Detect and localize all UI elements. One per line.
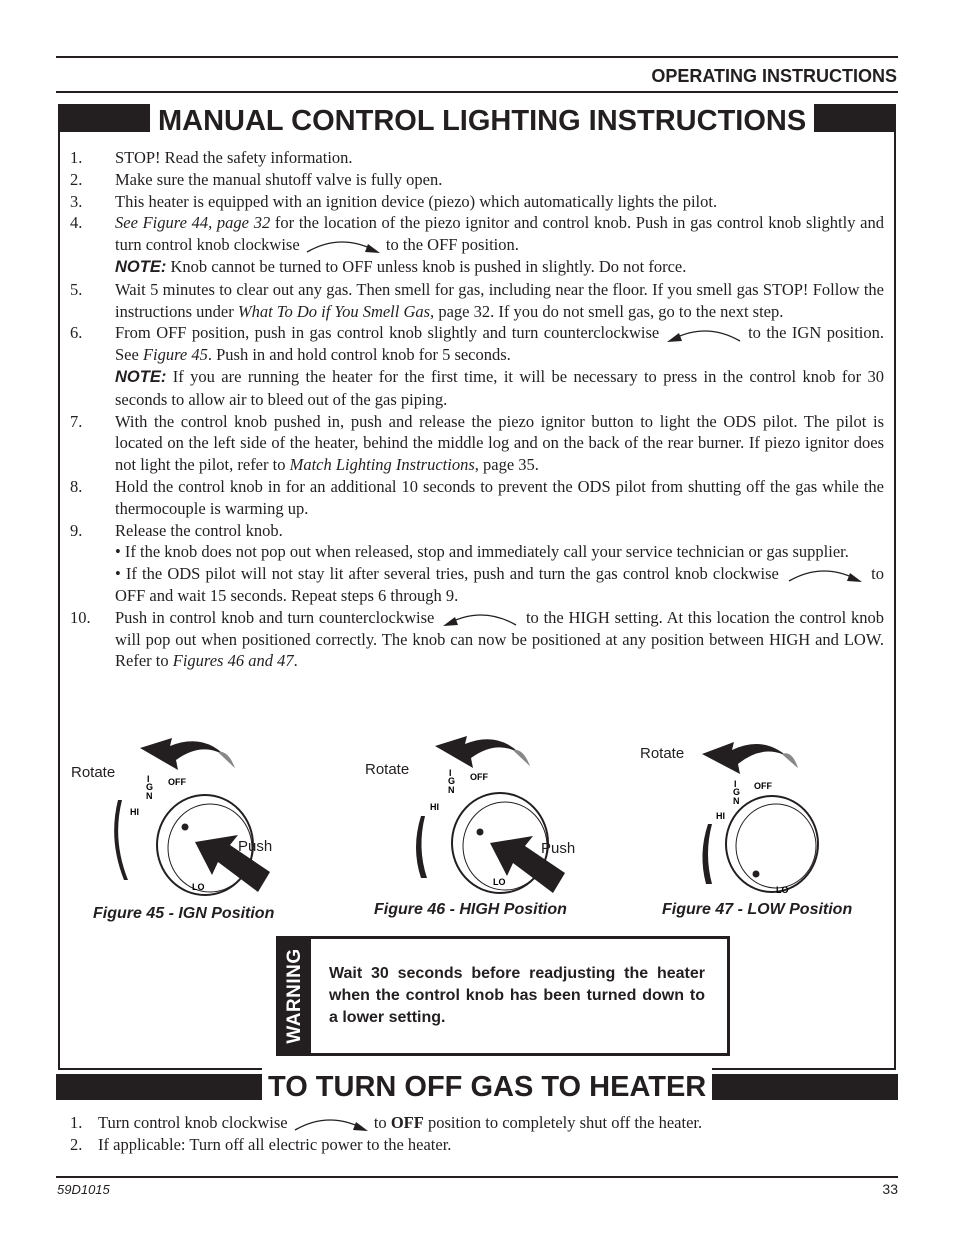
svg-text:N: N [733, 796, 740, 806]
svg-text:G: G [733, 787, 741, 797]
figure-47-knob-low [690, 724, 840, 899]
step-10: 10. Push in control knob and turn counterclockwise to the HIGH setting. At this location the control knob will pop out when positioned correctly. The knob can now be positioned at any position between HIGH and LOW. Refer to Figures 46 and 47. [70, 607, 884, 671]
clockwise-arrow-icon [784, 566, 866, 584]
counterclockwise-arrow-icon [665, 326, 743, 344]
svg-text:I: I [449, 768, 452, 778]
turn-off-steps [70, 1112, 702, 1156]
figure-45-knob-ign [110, 730, 280, 900]
step-2: 2. Make sure the manual shutoff valve is fully open. [70, 169, 443, 189]
warning-label: WARNING [284, 948, 305, 1044]
svg-text:OFF: OFF [168, 777, 186, 787]
step-9: 9. Release the control knob. • If the knob does not pop out when released, stop and immediately call your service technician or gas supplier. • If the ODS pilot will not stay lit after several tries, push and turn the gas control knob clockwise to OFF and wait 15 seconds. Repeat steps 6 through 9. [70, 520, 885, 605]
step-1: 1. STOP! Read the safety information. [70, 148, 353, 167]
manual-title: MANUAL CONTROL LIGHTING INSTRUCTIONS [150, 102, 814, 138]
svg-text:G: G [448, 776, 456, 786]
figure-46-knob-high [405, 728, 575, 898]
footer-rule [56, 1176, 898, 1178]
step-4: 4. See Figure 44, page 32 for the location of the piezo ignitor and control knob. Push in gas control knob slightly and turn control knob clockwise to the OFF position. NOTE: Knob cannot be turned to OFF unless knob is pushed in slightly. Do not force. [70, 213, 884, 276]
svg-text:HI: HI [716, 811, 725, 821]
svg-text:LO: LO [493, 877, 506, 887]
page-number: 33 [882, 1181, 898, 1197]
lighting-steps [70, 147, 884, 672]
svg-text:OFF: OFF [470, 772, 488, 782]
fig46-caption: Figure 46 - HIGH Position [374, 901, 567, 918]
svg-text:N: N [448, 785, 455, 795]
fig45-push-label: Push [238, 838, 273, 855]
svg-text:HI: HI [430, 802, 439, 812]
clockwise-arrow-icon [304, 237, 382, 255]
svg-text:G: G [146, 782, 154, 792]
counterclockwise-arrow-icon [439, 610, 521, 628]
fig47-rotate-label: Rotate [640, 745, 685, 762]
svg-text:OFF: OFF [754, 781, 772, 791]
step-5: 5. Wait 5 minutes to clear out any gas. Then smell for gas, including near the floor. If you smell gas STOP! Follow the instructions under What To Do if You Smell Gas, page 32. If you do not smell gas, go to the next step. [70, 279, 884, 321]
svg-text:I: I [147, 774, 150, 784]
top-rule [56, 56, 898, 58]
rotate-arrow-icon [702, 742, 798, 774]
step-9-bullet-2: • If the ODS pilot will not stay lit after several tries, push and turn the gas control knob clockwise to OFF and wait 15 seconds. Repeat steps 6 through 9. [115, 564, 885, 605]
turn-off-step-2: 2. If applicable: Turn off all electric power to the heater. [70, 1135, 452, 1154]
turn-off-step-1: 1. Turn control knob clockwise to OFF position to completely shut off the heater. [70, 1113, 703, 1132]
fig46-rotate-label: Rotate [365, 761, 410, 778]
svg-text:I: I [734, 779, 737, 789]
fig45-caption: Figure 45 - IGN Position [93, 905, 275, 922]
svg-text:HI: HI [130, 807, 139, 817]
svg-text:LO: LO [192, 882, 205, 892]
step-6: 6. From OFF position, push in gas control knob slightly and turn counterclockwise to the IGN position. See Figure 45. Push in and hold control knob for 5 seconds. NOTE: If you are running the heater for the first time, it will be necessary to press in the control knob for 30 seconds to allow air to bleed out of the gas piping. [70, 323, 884, 409]
svg-text:N: N [146, 791, 153, 801]
svg-text:LO: LO [776, 885, 789, 895]
fig46-push-label: Push [541, 840, 576, 857]
warning-box [276, 936, 730, 1056]
clockwise-arrow-icon [292, 1115, 370, 1133]
section-header: OPERATING INSTRUCTIONS [651, 66, 897, 86]
step-7: 7. With the control knob pushed in, push and release the piezo ignitor button to light the ODS pilot. The pilot is located on the left side of the heater, behind the middle log and on the back of the rear burner. If piezo ignitor does not light the pilot, refer to Match Lighting Instructions, page 35. [70, 411, 884, 475]
warning-text: Wait 30 seconds before readjusting the heater when the control knob has been turned down to a lower setting. [329, 965, 705, 1026]
warning-label-bar [279, 939, 311, 1053]
step-9-bullet-1: • If the knob does not pop out when released, stop and immediately call your service technician or gas supplier. [115, 542, 849, 562]
step-8: 8. Hold the control knob in for an additional 10 seconds to prevent the ODS pilot from shutting off the gas while the thermocouple is warming up. [70, 476, 884, 518]
document-code: 59D1015 [57, 1182, 110, 1197]
step-3: 3. This heater is equipped with an ignition device (piezo) which automatically lights the pilot. [70, 191, 718, 211]
fig45-rotate-label: Rotate [71, 764, 116, 781]
header-rule [56, 91, 898, 93]
fig47-caption: Figure 47 - LOW Position [662, 901, 853, 918]
turn-off-title: TO TURN OFF GAS TO HEATER [262, 1068, 712, 1104]
